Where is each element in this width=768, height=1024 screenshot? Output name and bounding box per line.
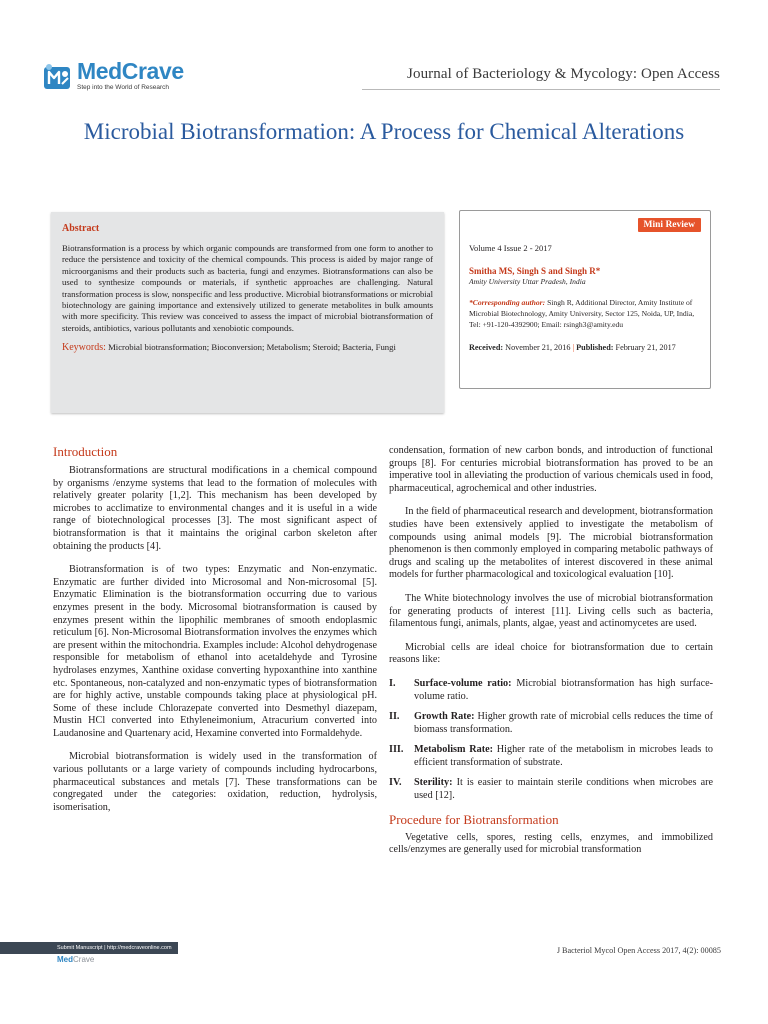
received-date: November 21, 2016 [505,343,571,352]
logo-tagline: Step into the World of Research [77,84,170,91]
procedure-heading: Procedure for Biotransformation [389,811,559,827]
corresponding-author [469,297,700,330]
list-item [389,711,713,736]
header-divider [362,89,720,90]
list-item [389,678,713,703]
introduction-heading: Introduction [53,444,118,459]
published-date: February 21, 2017 [615,343,676,352]
list-item-body [414,744,713,769]
procedure-paragraph: Vegetative cells, spores, resting cells, enzymes, and immobilized cells/enzymes are generally used for microbial transformation [389,831,713,856]
footer-brand-grey: Crave [73,955,95,964]
reasons-list [389,678,713,803]
keywords-text: Microbial biotransformation; Bioconversion; Metabolism; Steroid; Bacteria, Fungi [108,342,396,353]
paper-title: Microbial Biotransformation: A Process for Chemical Alterations [83,119,685,144]
logo-name: MedCrave [77,58,184,84]
list-item-body [414,711,713,736]
affiliation: Amity University Uttar Pradesh, India [469,277,586,286]
list-item-number: III. [389,744,404,756]
footer-brand [57,954,94,965]
list-item-text: It is easier to maintain sterile conditions when microbes are used [12]. [414,777,714,802]
intro-paragraph-1: Biotransformations are structural modifications in a chemical compound by organisms /enzyme systems that lead to the formation of molecules with relatively greater polarity [1,2]. This mechanism has been developed by microbes to acclimatize to environmental changes and it is useful in a wide range of biotechnological processes [3]. The most significant aspect of biotransformation is that it maintains the original carbon skeleton after obtaining the products [4]. [53,465,377,552]
corresponding-email[interactable]: rsingh3@amity.edu [563,320,624,329]
list-item-number: I. [389,677,396,689]
medcrave-logo[interactable] [43,59,203,95]
abstract-text: Biotransformation is a process by which organic compounds are transformed from one form to another to reduce the persistence and toxicity of the chemical compounds. This process is aided by major range of microorganisms and their products such as bacteria, fungi and enzymes. Biotransformations can also be used to synthesize compounds or materials, if synthetic approaches are challenging. Natural transformation process is slow, nonspecific and less productive. Microbial biotransformations or microbial biotechnology are gaining importance and extensively utilized to generate metabolites in bulk amounts with more specificity. This review was conceived to assess the impact of microbial biotransformation of steroids, antibiotics, various pollutants and xenobiotic compounds. [62,243,433,333]
list-item-text: Microbial biotransformation has high surface-volume ratio. [414,677,714,702]
volume-issue: Volume 4 Issue 2 - 2017 [469,243,552,253]
right-paragraph-2: In the field of pharmaceutical research and development, biotransformation studies have been extensively applied to investigate the metabolism of compounds using animal models [9]. The microbial biotransformation phenomenon is then commonly employed in comparing metabolic pathways of drugs and scaling up the metabolites of interest discovered in these animal models for further pharmacological and toxicological evaluation [10]. [389,506,713,581]
right-paragraph-1: condensation, formation of new carbon bonds, and introduction of functional groups [8]. For centuries microbial biotransformation has proved to be an imperative tool in alleviating the production of various chemicals used in food, pharmaceutical, agrochemical and other industries. [389,445,713,494]
list-item-number: IV. [389,777,402,789]
journal-name: Journal of Bacteriology & Mycology: Open Access [407,66,720,82]
intro-paragraph-2: Biotransformation is of two types: Enzymatic and Non-enzymatic. Enzymatic are further divided into Microsomal and Non-microsomal [5]. Enzymatic Elimination is the biotransformation occurring due to various enzymes present in the body. Microsomal biotransformation is caused by enzymes present within the lipophilic membranes of smooth endoplasmic reticulum [6]. Non-Microsomal Biotransformation involves the enzymes which are present within the mitochondria. Examples include: Alcohol dehydrogenase responsible for metabolism of ethanol into acetaldehyde and Tyrosine hydrolases enzymes, Xanthine oxidase converting hypoxanthine into xanthine etc. Spontaneous, non-catalyzed and non-enzymatic types of biotransformation are for highly active, unstable compounds taking place at physiological pH. Some of these include Chlorazepate converted into Desmethyl diazepam, Mustin HCl converted into Ethyleneimonium, Atracurium converted into Laudanosine and Quartenary acid, Hexamine converted into Formaldehyde. [53,564,377,739]
list-item-body [414,777,713,802]
abstract-box [51,212,444,413]
received-label: Received: [469,343,504,352]
list-item [389,744,713,769]
right-column [389,445,713,868]
intro-paragraph-3: Microbial biotransformation is widely used in the transformation of various pollutants or a large variety of compounds including hydrocarbons, pharmaceutical substances and metals [7]. These transformations can be congregated under the categories: oxidation, reduction, hydrolysis, isomerisation, [53,751,377,813]
list-item-number: II. [389,711,400,723]
medcrave-logo-icon [43,62,73,92]
article-info-box [459,210,711,389]
list-item-body [414,678,713,703]
keywords [62,342,433,353]
footer-banner [0,941,178,966]
authors: Smitha MS, Singh S and Singh R* [469,266,601,276]
corresponding-author-text: Singh R, Additional Director, Amity Institute of Microbial Biotechnology, Amity University, Sector 125, Noida, UP, India, Tel: +91-120-4392900; Email: [469,298,695,329]
footer-brand-blue: Med [57,955,73,964]
list-item-term: Metabolism Rate: [414,744,494,756]
corresponding-author-label: *Corresponding author: [469,298,546,307]
list-item [389,777,713,802]
right-paragraph-4: Microbial cells are ideal choice for biotransformation due to certain reasons like: [389,641,713,666]
published-label: Published: [576,343,614,352]
footer-citation: J Bacteriol Mycol Open Access 2017, 4(2): 00085 [556,946,721,955]
date-separator: | [572,343,575,352]
abstract-heading: Abstract [62,223,100,234]
right-paragraph-3: The White biotechnology involves the use of microbial biotransformation for generating products of interest [11]. Living cells such as bacteria, filamentous fungi, animals, plants, algae, yeast and actinomycetes are used. [389,592,713,630]
dates [469,342,700,353]
list-item-text: Higher growth rate of microbial cells reduces the time of biomass transformation. [414,711,714,735]
left-column [53,443,377,825]
list-item-term: Growth Rate: [414,711,475,723]
list-item-term: Surface-volume ratio: [414,677,512,689]
keywords-label: Keywords: [62,342,106,354]
article-type-badge: Mini Review [638,218,701,232]
list-item-term: Sterility: [414,777,453,789]
submit-manuscript-link[interactable]: Submit Manuscript | http://medcraveonline.com [57,945,172,951]
list-item-text: Higher rate of the metabolism in microbes leads to efficient transformation of substrate. [414,744,713,768]
